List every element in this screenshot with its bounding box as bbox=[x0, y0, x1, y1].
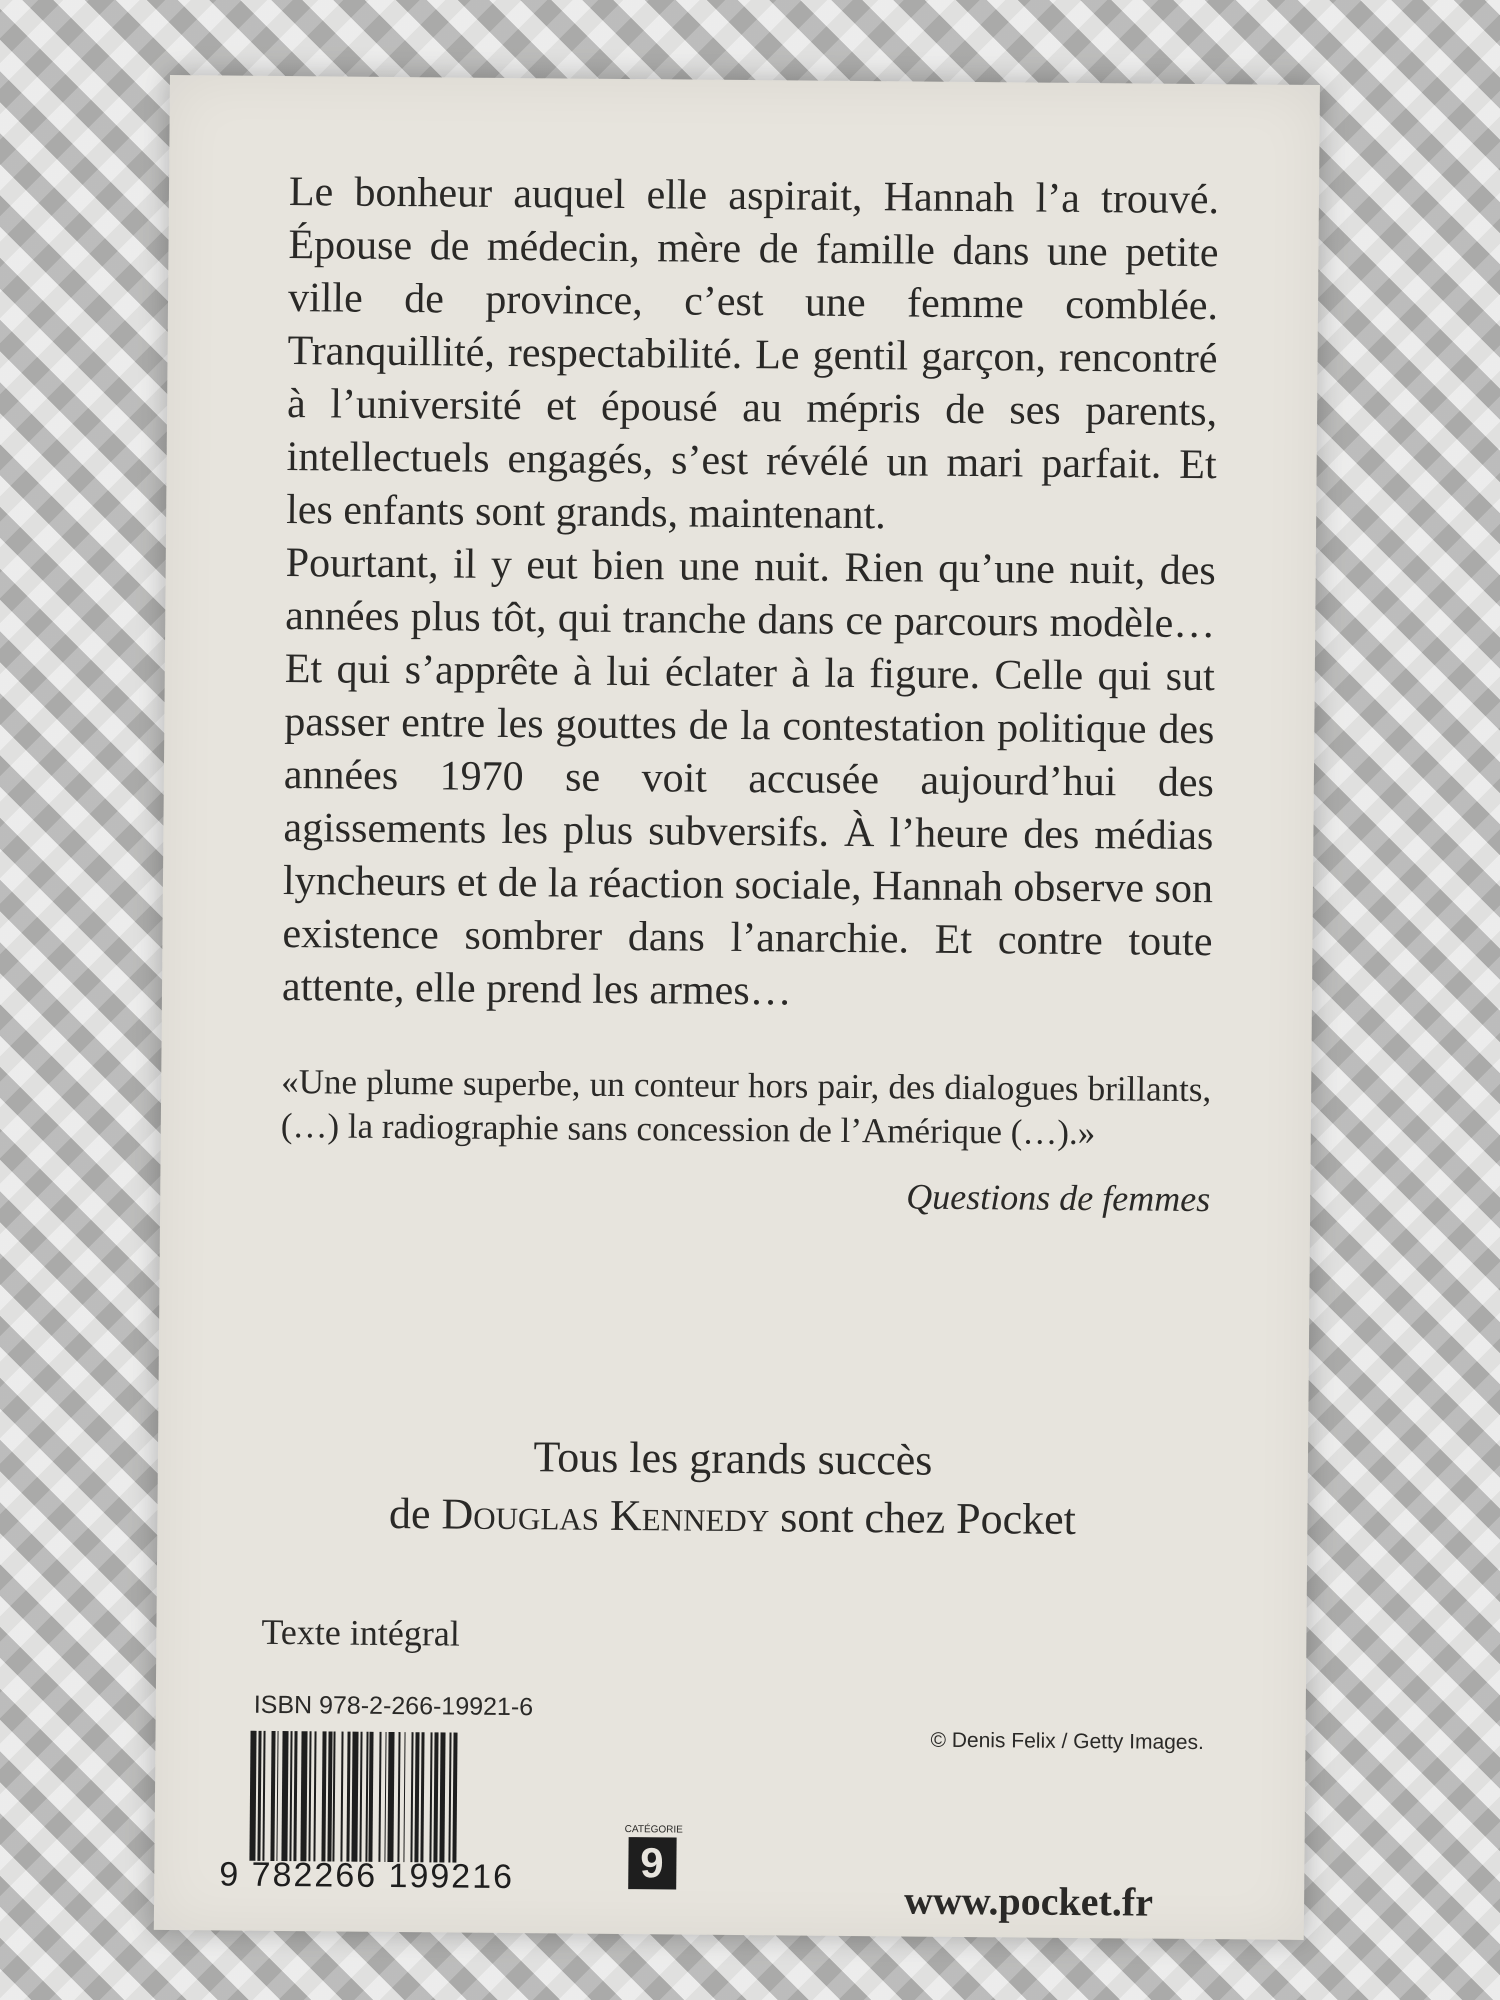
barcode-bar bbox=[403, 1732, 406, 1862]
back-cover-text bbox=[280, 166, 1219, 1220]
barcode-bar bbox=[282, 1731, 289, 1861]
barcode-bar bbox=[448, 1733, 451, 1863]
summary-paragraph-1: Le bonheur auquel elle aspirait, Hannah l’a trouvé. Épouse de médecin, mère de famille dans une petite ville de province, c’est une femme comblée. Tranquillité, respectabilité. Le gentil garçon, rencontré à l’université et épousé au mépris de ses parents, intellectuels engagés, s’est révélé un mari parfait. Et les enfants sont grands, maintenant. bbox=[286, 169, 1220, 539]
promo-line-2 bbox=[157, 1483, 1307, 1551]
edition-label: Texte intégral bbox=[261, 1611, 460, 1654]
barcode-bar bbox=[314, 1731, 317, 1861]
barcode bbox=[249, 1731, 550, 1864]
barcode-bar bbox=[397, 1732, 400, 1862]
barcode-bar bbox=[384, 1732, 387, 1862]
barcode-bar bbox=[346, 1732, 351, 1862]
barcode-bar bbox=[301, 1731, 308, 1861]
barcode-bar bbox=[414, 1732, 419, 1862]
barcode-bar bbox=[293, 1731, 298, 1861]
promo-line-2-suffix: sont chez Pocket bbox=[768, 1492, 1077, 1544]
barcode-bar bbox=[439, 1732, 446, 1862]
barcode-bar bbox=[365, 1732, 368, 1862]
price-category bbox=[624, 1824, 683, 1889]
barcode-bar bbox=[270, 1731, 275, 1861]
category-label: CATÉGORIE bbox=[624, 1824, 683, 1836]
barcode-bar bbox=[388, 1732, 395, 1862]
barcode-bar bbox=[420, 1732, 425, 1862]
quote-source: Questions de femmes bbox=[906, 1176, 1211, 1220]
barcode-bar bbox=[429, 1732, 432, 1862]
barcode-bar bbox=[263, 1731, 266, 1861]
barcode-bar bbox=[452, 1733, 457, 1863]
barcode-bar bbox=[378, 1732, 381, 1862]
barcode-bar bbox=[276, 1731, 279, 1861]
barcode-bar bbox=[433, 1732, 438, 1862]
book-back-cover bbox=[154, 75, 1320, 1940]
barcode-bar bbox=[308, 1731, 311, 1861]
category-number: 9 bbox=[628, 1837, 676, 1889]
promo-line-1: Tous les grands succès bbox=[533, 1432, 933, 1485]
barcode-bar bbox=[289, 1731, 292, 1861]
press-quote: «Une plume superbe, un conteur hors pair, des dialogues brillants, (…) la radiographie sans concession de l’Amérique (…).» bbox=[280, 1062, 1212, 1153]
barcode-bar bbox=[321, 1731, 326, 1861]
barcode-bar bbox=[249, 1731, 256, 1861]
barcode-digits: 9 782266 199216 bbox=[219, 1855, 515, 1897]
summary-paragraph-2: Pourtant, il y eut bien une nuit. Rien qu’une nuit, des années plus tôt, qui tranche dans ce parcours modèle… Et qui s’apprête à lui éclater à la figure. Celle qui sut passer entre les gouttes de la contestation politique des années 1970 se voit accusée aujourd’hui des agissements les plus subversifs. À l’heure des médias lyncheurs et de la réaction sociale, Hannah observe son existence sombrer dans l’anarchie. Et contre toute attente, elle prend les armes… bbox=[281, 540, 1216, 1015]
promo-line-2-prefix: de bbox=[388, 1488, 442, 1539]
barcode-bar bbox=[327, 1731, 332, 1861]
promo-text bbox=[157, 1425, 1308, 1551]
barcode-bar bbox=[352, 1732, 359, 1862]
barcode-bar bbox=[359, 1732, 362, 1862]
barcode-bar bbox=[257, 1731, 262, 1861]
author-name: Douglas Kennedy bbox=[441, 1489, 770, 1542]
photo-credit: © Denis Felix / Getty Images. bbox=[930, 1728, 1204, 1755]
barcode-bar bbox=[340, 1732, 343, 1862]
barcode-bar bbox=[369, 1732, 374, 1862]
barcode-bar bbox=[411, 1732, 414, 1862]
isbn-number: ISBN 978-2-266-19921-6 bbox=[253, 1690, 534, 1722]
publisher-website: www.pocket.fr bbox=[903, 1877, 1154, 1925]
barcode-bar bbox=[333, 1731, 336, 1861]
